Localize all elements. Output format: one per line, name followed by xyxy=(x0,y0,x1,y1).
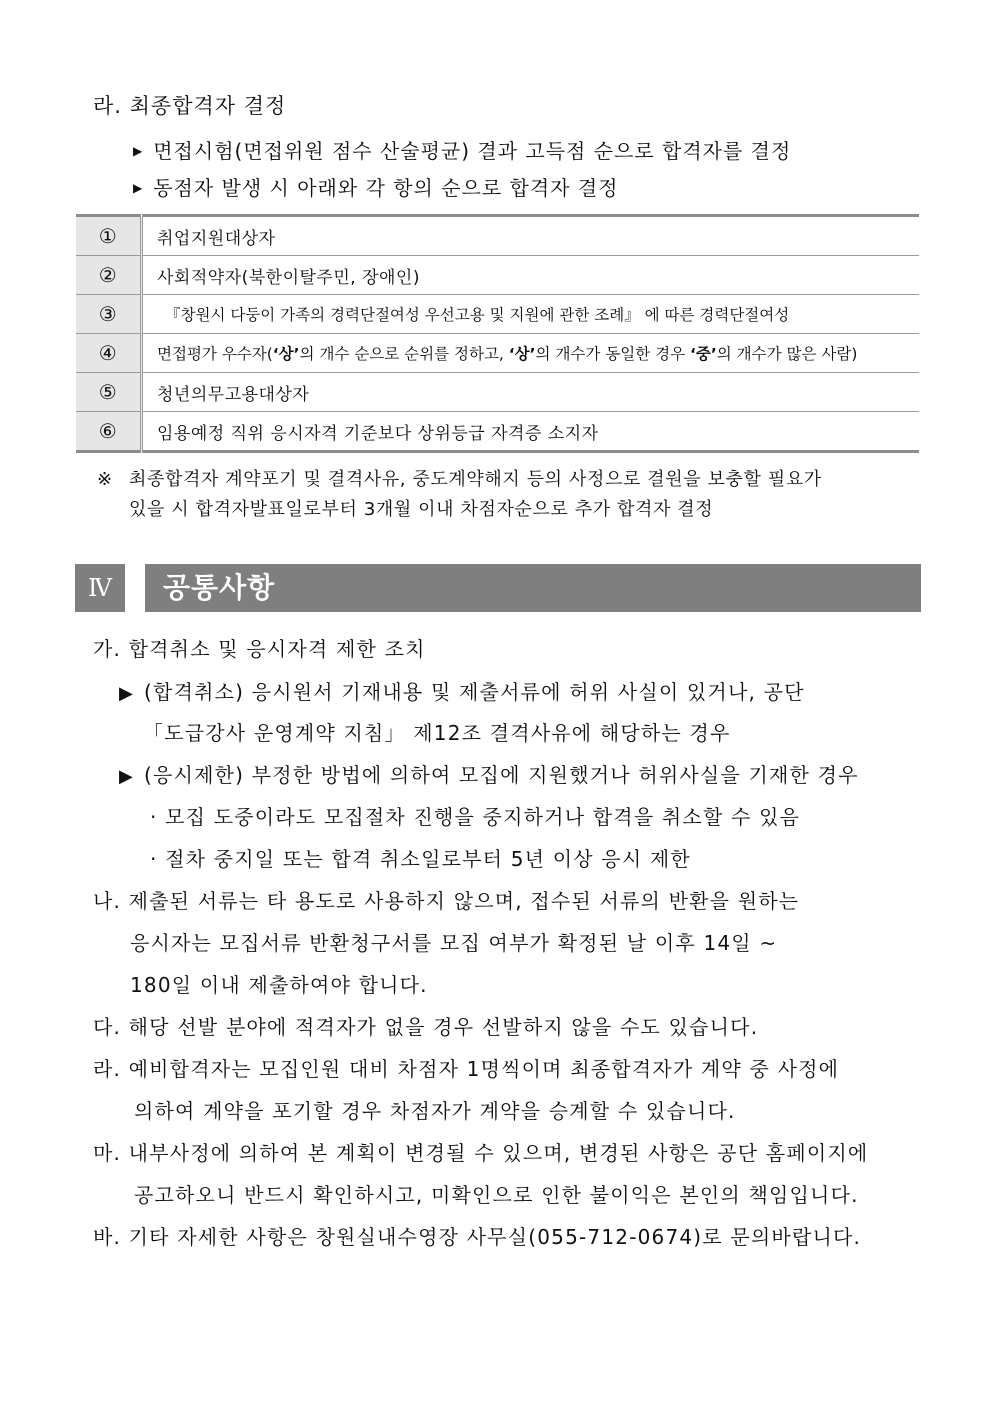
triangle-bullet-icon: ▶ xyxy=(133,144,144,158)
row-number: ⑥ xyxy=(76,412,142,452)
item-ba-line-1: 바. 기타 자세한 사항은 창원실내수영장 사무실(055-712-0674)로 문의바랍니다. xyxy=(93,1225,862,1249)
triangle-bullet-icon: ▶ xyxy=(133,181,144,195)
table-row xyxy=(76,373,919,412)
row-text: 취업지원대상자 xyxy=(142,216,920,256)
item-na-line-1: 나. 제출된 서류는 타 용도로 사용하지 않으며, 접수된 서류의 반환을 원하는 xyxy=(93,889,800,913)
item-ma-line-1: 마. 내부사정에 의하여 본 계획이 변경될 수 있으며, 변경된 사항은 공단 홈페이지에 xyxy=(93,1141,869,1165)
item-ga-sub-1: · 모집 도중이라도 모집절차 진행을 중지하거나 합격을 취소할 수 있음 xyxy=(150,805,801,829)
table-row xyxy=(76,334,919,373)
item-na-line-3: 180일 이내 제출하여야 합니다. xyxy=(130,973,428,997)
row-number: ④ xyxy=(76,334,142,373)
item-ga-bullet-2: ▶ (응시제한) 부정한 방법에 의하여 모집에 지원했거나 허위사실을 기재한 경우 xyxy=(119,763,859,787)
item-na-line-2: 응시자는 모집서류 반환청구서를 모집 여부가 확정된 날 이후 14일 ~ xyxy=(130,931,778,955)
row-number: ② xyxy=(76,256,142,295)
item-ga-bullet-1-cont: 「도급강사 운영계약 지침」 제12조 결격사유에 해당하는 경우 xyxy=(143,721,731,745)
note: ※ 최종합격자 계약포기 및 결격사유, 중도계약해지 등의 사정으로 결원을 보충할 필요가 있을 시 합격자발표일로부터 3개월 이내 차점자순으로 추가 합격자 결정 xyxy=(97,465,822,525)
tie-break-table xyxy=(76,214,919,453)
section-ra-bullet-2: ▶ 동점자 발생 시 아래와 각 항의 순으로 합격자 결정 xyxy=(133,176,619,200)
item-da-line-1: 다. 해당 선발 분야에 적격자가 없을 경우 선발하지 않을 수도 있습니다. xyxy=(93,1015,759,1039)
section-title: 공통사항 xyxy=(163,571,276,604)
item-ga-heading: 가. 합격취소 및 응시자격 제한 조치 xyxy=(93,637,426,661)
row-text: 임용예정 직위 응시자격 기준보다 상위등급 자격증 소지자 xyxy=(157,423,599,444)
table-row xyxy=(76,256,919,295)
item-ra-line-1: 라. 예비합격자는 모집인원 대비 차점자 1명씩이며 최종합격자가 계약 중 사정에 xyxy=(93,1057,840,1081)
reference-mark-icon: ※ xyxy=(97,469,113,490)
item-ga-bullet-1: ▶ (합격취소) 응시원서 기재내용 및 제출서류에 허위 사실이 있거나, 공단 xyxy=(119,680,805,704)
section-number: Ⅳ xyxy=(75,564,125,612)
row-text: 청년의무고용대상자 xyxy=(142,373,920,412)
row-text: 『창원시 다둥이 가족의 경력단절여성 우선고용 및 지원에 관한 조례』 에 따른 경력단절여성 xyxy=(142,295,920,334)
item-ga-sub-2: · 절차 중지일 또는 합격 취소일로부터 5년 이상 응시 제한 xyxy=(150,847,691,871)
triangle-bullet-icon: ▶ xyxy=(119,683,135,704)
triangle-bullet-icon: ▶ xyxy=(119,766,135,787)
table-row xyxy=(76,295,919,334)
table-row xyxy=(76,412,919,452)
section-ra-heading: 라. 최종합격자 결정 xyxy=(93,94,287,118)
section-ra-bullet-1: ▶ 면접시험(면접위원 점수 산술평균) 결과 고득점 순으로 합격자를 결정 xyxy=(133,139,792,163)
row-number: ③ xyxy=(76,295,142,334)
row-number: ⑤ xyxy=(76,373,142,412)
item-ra-line-2: 의하여 계약을 포기할 경우 차점자가 계약을 승계할 수 있습니다. xyxy=(134,1099,736,1123)
row-number: ① xyxy=(76,216,142,256)
row-text: 사회적약자(북한이탈주민, 장애인) xyxy=(142,256,920,295)
row-text: 면접평가 우수자(‘상’의 개수 순으로 순위를 정하고, ‘상’의 개수가 동일한 경우 ‘중’의 개수가 많은 사람) xyxy=(142,334,920,373)
item-ma-line-2: 공고하오니 반드시 확인하시고, 미확인으로 인한 불이익은 본인의 책임입니다. xyxy=(134,1183,859,1207)
section-title-bar xyxy=(145,564,921,612)
table-row xyxy=(76,216,919,256)
